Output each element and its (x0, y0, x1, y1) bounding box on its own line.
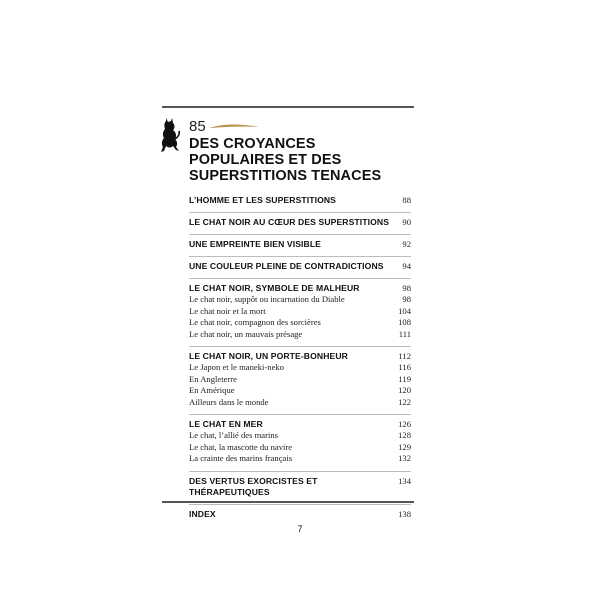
toc-entry-title: En Angleterre (189, 373, 237, 384)
toc-section (189, 415, 411, 472)
toc-entry (189, 362, 411, 374)
toc-section (189, 191, 411, 213)
toc-entry (189, 397, 411, 409)
toc-section-page: 112 (398, 351, 411, 361)
toc-entry-title: Ailleurs dans le monde (189, 396, 269, 407)
toc-entry-title: La crainte des marins français (189, 453, 293, 463)
toc-section (189, 279, 411, 347)
toc-section-title: LE CHAT NOIR, UN PORTE-BONHEUR (189, 351, 348, 361)
toc-entry-title: En Amérique (189, 385, 235, 395)
page-number: 7 (297, 524, 303, 534)
toc-section-header (189, 476, 411, 498)
toc-section-title: UNE COULEUR PLEINE DE CONTRADICTIONS (189, 261, 384, 271)
toc-entry-page: 116 (398, 362, 411, 372)
toc-entry-page: 104 (398, 305, 411, 316)
toc-entry-page: 128 (398, 430, 411, 440)
toc-section-title: INDEX (189, 508, 216, 519)
black-cat-icon (158, 117, 182, 157)
toc-entry (189, 442, 411, 454)
toc-section (189, 472, 411, 505)
toc-entry (189, 430, 411, 442)
toc-section-title: DES VERTUS EXORCISTES ET THÉRAPEUTIQUES (189, 475, 318, 497)
toc-section-title: L’HOMME ET LES SUPERSTITIONS (189, 195, 336, 205)
toc-entry-title: Le chat noir et la mort (189, 305, 266, 316)
toc-section-page: 126 (398, 419, 411, 429)
toc-section-header (189, 261, 411, 272)
toc-entry-title: Le chat noir, suppôt ou incarnation du Diable (189, 294, 345, 304)
toc-section-header (189, 283, 411, 294)
toc-section-title: LE CHAT NOIR AU CŒUR DES SUPERSTITIONS (189, 217, 390, 227)
toc-section-page: 92 (402, 239, 411, 249)
toc-section-page: 138 (398, 508, 411, 519)
toc-section-header (189, 239, 411, 250)
toc-entry-title: Le chat noir, un mauvais présage (189, 328, 303, 339)
toc-entry-page: 111 (398, 328, 411, 339)
toc-entry (189, 374, 411, 386)
toc-entry-page: 108 (398, 317, 411, 327)
chapter-title: DES CROYANCES POPULAIRES ET DES SUPERSTITIONS TENACES (189, 136, 382, 184)
toc-section-title: LE CHAT NOIR, SYMBOLE DE MALHEUR (189, 283, 360, 293)
toc-entry-page: 122 (398, 396, 411, 407)
bottom-rule (162, 501, 414, 503)
toc-section-header (189, 195, 411, 206)
toc-section (189, 347, 411, 415)
toc-section-header (189, 419, 411, 430)
toc-entry-title: Le chat noir, compagnon des sorcières (189, 317, 321, 327)
toc-entry-title: Le chat, l’allié des marins (189, 430, 279, 440)
toc-section-page: 90 (402, 217, 411, 227)
toc-entry-page: 119 (398, 373, 411, 384)
table-of-contents (189, 191, 411, 526)
toc-section-page: 88 (402, 195, 411, 205)
toc-entry (189, 317, 411, 329)
toc-entry-title: Le Japon et le maneki-neko (189, 362, 284, 372)
gold-swoosh-ornament (208, 122, 260, 132)
toc-entry (189, 306, 411, 318)
toc-entry (189, 453, 411, 465)
toc-entry (189, 294, 411, 306)
toc-section (189, 505, 411, 526)
toc-entry (189, 385, 411, 397)
toc-section (189, 235, 411, 257)
toc-section-header (189, 351, 411, 362)
toc-section (189, 257, 411, 279)
toc-section-page: 98 (402, 283, 411, 293)
toc-entry (189, 329, 411, 341)
toc-section-header (189, 217, 411, 228)
top-rule (162, 106, 414, 108)
toc-entry-page: 129 (398, 441, 411, 452)
toc-entry-page: 98 (402, 294, 411, 304)
toc-section-page: 94 (402, 261, 411, 271)
toc-section-header (189, 509, 411, 520)
toc-section (189, 213, 411, 235)
toc-section-title: UNE EMPREINTE BIEN VISIBLE (189, 239, 322, 249)
toc-entry-page: 132 (398, 453, 411, 463)
toc-section-page: 134 (398, 475, 411, 486)
toc-entry-page: 120 (398, 385, 411, 395)
chapter-number: 85 (189, 118, 206, 135)
toc-section-title: LE CHAT EN MER (189, 419, 263, 429)
toc-entry-title: Le chat, la mascotte du navire (189, 441, 293, 452)
